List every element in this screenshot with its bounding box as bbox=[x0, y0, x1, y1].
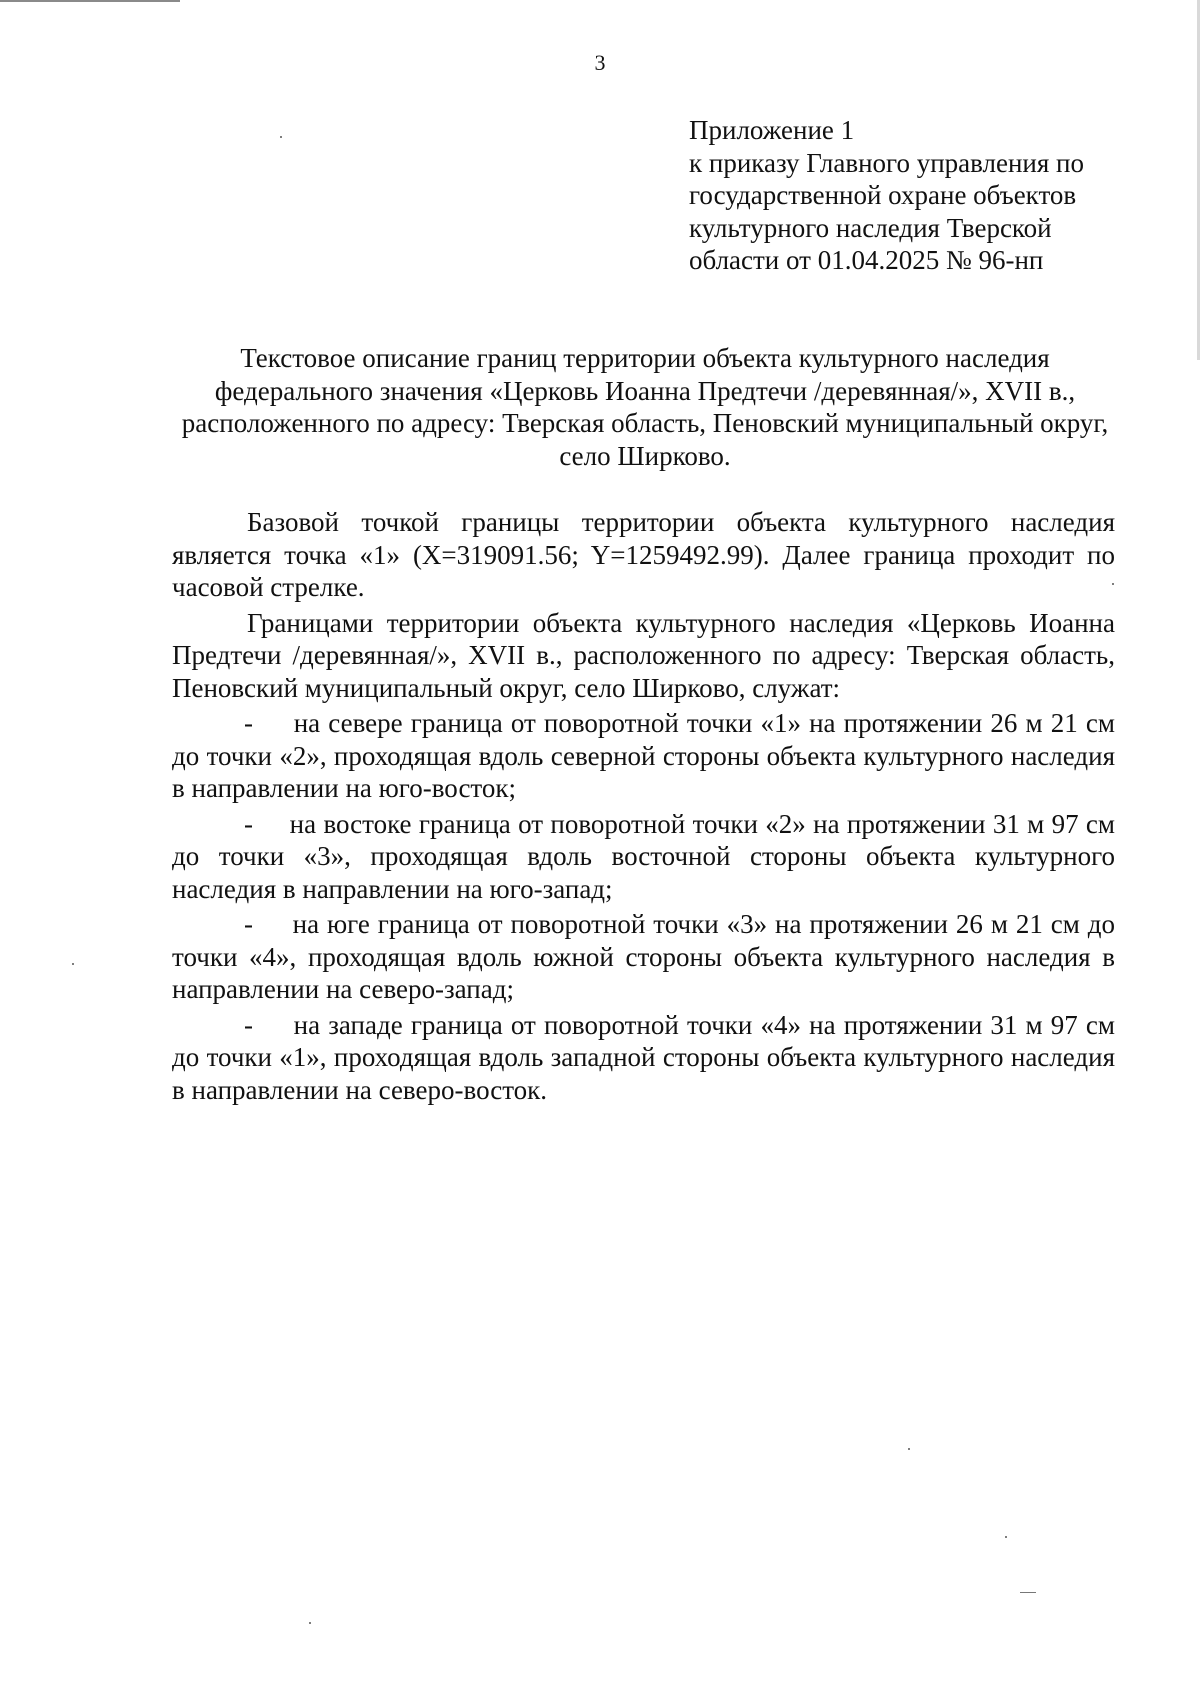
appendix-header bbox=[689, 114, 1117, 277]
appendix-line: культурного наследия Тверской bbox=[689, 212, 1052, 243]
scan-speck bbox=[1005, 1536, 1007, 1538]
appendix-line: к приказу Главного управления по bbox=[689, 147, 1084, 178]
scan-speck bbox=[280, 136, 282, 138]
appendix-line: области от 01.04.2025 № 96-нп bbox=[689, 245, 1044, 275]
boundary-east: - на востоке граница от поворотной точки «2» на протяжении 31 м 97 см до точки «3», проходящая вдоль восточной стороны объекта культурного наследия в направлении на юго-запад; bbox=[172, 808, 1115, 904]
paragraph-base-point: Базовой точкой границы территории объекта культурного наследия является точка «1» (X=319091.56; Y=1259492.99). Далее граница проходит по часовой стрелке. bbox=[172, 507, 1115, 602]
appendix-line: государственной охране объектов bbox=[689, 180, 1077, 210]
paragraph-boundaries-intro: Границами территории объекта культурного наследия «Церковь Иоанна Предтечи /деревянная/», XVII в., расположенного по адресу: Тверская область, Пеновский муниципальный округ, село Ширково, служат: bbox=[172, 607, 1115, 703]
scan-speck bbox=[908, 1448, 910, 1450]
boundary-west: - на западе граница от поворотной точки «4» на протяжении 31 м 97 см до точки «1», проходящая вдоль западной стороны объекта культурного наследия в направлении на северо-восток. bbox=[172, 1009, 1115, 1105]
scan-edge-line bbox=[0, 0, 180, 2]
document-body bbox=[172, 506, 1115, 1109]
boundary-north: - на севере граница от поворотной точки «1» на протяжении 26 м 21 см до точки «2», проходящая вдоль северной стороны объекта культурного наследия в направлении на юго-восток; bbox=[172, 708, 1115, 803]
scan-speck bbox=[72, 963, 74, 965]
boundary-south: - на юге граница от поворотной точки «3» на протяжении 26 м 21 см до точки «4», проходящая вдоль южной стороны объекта культурного наследия в направлении на северо-запад; bbox=[172, 909, 1115, 1004]
appendix-line: Приложение 1 bbox=[689, 115, 855, 145]
scan-smudge bbox=[1020, 1592, 1036, 1593]
scan-speck bbox=[309, 1622, 311, 1624]
page-number: 3 bbox=[594, 50, 606, 75]
document-title: Текстовое описание границ территории объекта культурного наследия федерального значения «Церковь Иоанна Предтечи /деревянная/», XVII в., расположенного по адресу: Тверская область, Пеновский муниципальный округ, село Ширково. bbox=[181, 343, 1109, 471]
